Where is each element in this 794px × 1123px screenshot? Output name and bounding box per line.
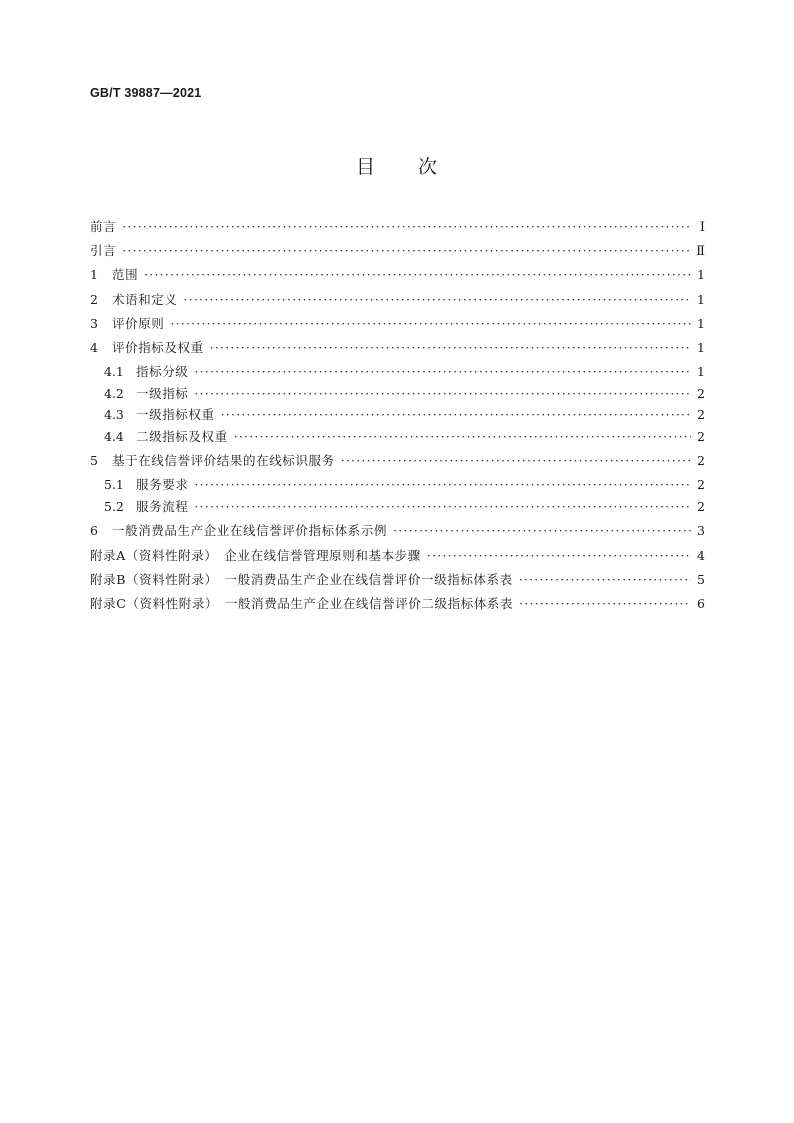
toc-entry-page: Ⅰ: [699, 220, 705, 235]
toc-subentry[interactable]: [90, 427, 705, 452]
standard-code: GB/T 39887—2021: [90, 86, 202, 100]
toc-leader-dots: [519, 596, 691, 611]
toc-entry-page: 1: [697, 364, 705, 380]
toc-entry-page: 1: [697, 339, 705, 355]
toc-entry-label: 评价原则: [112, 315, 165, 331]
toc-leader-dots: [122, 219, 691, 234]
toc-entry-page: 1: [697, 315, 705, 331]
toc-entry-number: 4.4: [104, 428, 124, 444]
toc-entry[interactable]: [90, 594, 705, 618]
toc-subentry[interactable]: [90, 497, 705, 522]
toc-entry-number: 5.1: [104, 477, 124, 493]
toc-entry-number: 4: [90, 339, 98, 355]
toc-entry-number: 4.3: [104, 407, 124, 423]
toc-entry-page: 6: [697, 595, 705, 611]
toc-subentry[interactable]: [90, 362, 705, 384]
toc-entry-number: 2: [90, 291, 98, 307]
toc-entry-number: 1: [90, 267, 98, 283]
page-title-part-1: 目: [355, 156, 376, 178]
toc-entry-number: 6: [90, 523, 98, 539]
toc-entry-label: 指标分级: [136, 364, 189, 380]
toc-entry-page: 3: [697, 523, 705, 539]
toc-entry-label: 附录C（资料性附录） 一般消费品生产企业在线信誉评价二级指标体系表: [90, 595, 514, 611]
toc-subentry[interactable]: [90, 475, 705, 497]
toc-leader-dots: [194, 364, 691, 379]
toc-leader-dots: [519, 572, 691, 587]
toc-leader-dots: [144, 267, 691, 282]
toc-entry-label: 一级指标权重: [136, 407, 215, 423]
toc-entry-label: 服务流程: [136, 498, 189, 514]
toc-entry[interactable]: [90, 217, 705, 241]
toc-entry-label: 二级指标及权重: [136, 428, 228, 444]
toc-entry-label: 服务要求: [136, 477, 189, 493]
page-title-part-2: 次: [418, 156, 439, 178]
toc-entry-label: 附录A（资料性附录） 企业在线信誉管理原则和基本步骤: [90, 547, 421, 563]
toc-entry-label: 基于在线信誉评价结果的在线标识服务: [112, 453, 335, 469]
toc-entry[interactable]: [90, 314, 705, 338]
toc-leader-dots: [122, 243, 690, 258]
toc-entry-page: 1: [697, 267, 705, 283]
toc-entry-label: 术语和定义: [112, 291, 178, 307]
toc-leader-dots: [194, 477, 691, 492]
toc-leader-dots: [194, 499, 691, 514]
toc-entry-page: 5: [697, 571, 705, 587]
toc-leader-dots: [194, 386, 691, 401]
toc-entry-page: 1: [697, 291, 705, 307]
toc-entry-label: 一级指标: [136, 385, 189, 401]
toc-entry[interactable]: [90, 521, 705, 545]
toc-entry[interactable]: [90, 338, 705, 362]
toc-entry-number: 4.1: [104, 364, 124, 380]
toc-entry-page: 2: [697, 453, 705, 469]
toc-entry-number: 3: [90, 315, 98, 331]
toc-subentry[interactable]: [90, 405, 705, 427]
toc-entry[interactable]: [90, 570, 705, 594]
toc-entry-label: 范围: [112, 267, 139, 283]
toc-leader-dots: [427, 548, 691, 563]
toc-entry-label: 评价指标及权重: [112, 339, 204, 355]
toc-leader-dots: [234, 429, 691, 444]
toc-entry-page: 2: [697, 498, 705, 514]
toc-entry-number: 5.2: [104, 498, 124, 514]
toc-leader-dots: [170, 316, 691, 331]
toc-entry-label: 一般消费品生产企业在线信誉评价指标体系示例: [112, 523, 388, 539]
page-title: [0, 152, 794, 179]
toc-leader-dots: [393, 523, 691, 538]
toc-entry-page: 2: [697, 385, 705, 401]
toc-entry-page: 4: [697, 547, 705, 563]
toc-entry-label: 引言: [90, 243, 117, 259]
toc-leader-dots: [341, 453, 691, 468]
toc-entry-label: 附录B（资料性附录） 一般消费品生产企业在线信誉评价一级指标体系表: [90, 571, 513, 587]
toc-entry[interactable]: [90, 241, 705, 265]
table-of-contents: [90, 217, 705, 618]
toc-entry-page: 2: [697, 407, 705, 423]
toc-entry-page: 2: [697, 428, 705, 444]
toc-leader-dots: [221, 407, 691, 422]
toc-entry[interactable]: [90, 290, 705, 314]
toc-entry-number: 4.2: [104, 385, 124, 401]
toc-entry-label: 前言: [90, 219, 117, 234]
toc-entry-page: 2: [697, 477, 705, 493]
toc-entry[interactable]: [90, 546, 705, 570]
toc-entry[interactable]: [90, 265, 705, 289]
toc-entry[interactable]: [90, 451, 705, 475]
toc-entry-page: Ⅱ: [696, 244, 705, 260]
toc-leader-dots: [210, 340, 691, 355]
toc-subentry[interactable]: [90, 384, 705, 406]
toc-entry-number: 5: [90, 453, 98, 469]
toc-leader-dots: [184, 292, 691, 307]
